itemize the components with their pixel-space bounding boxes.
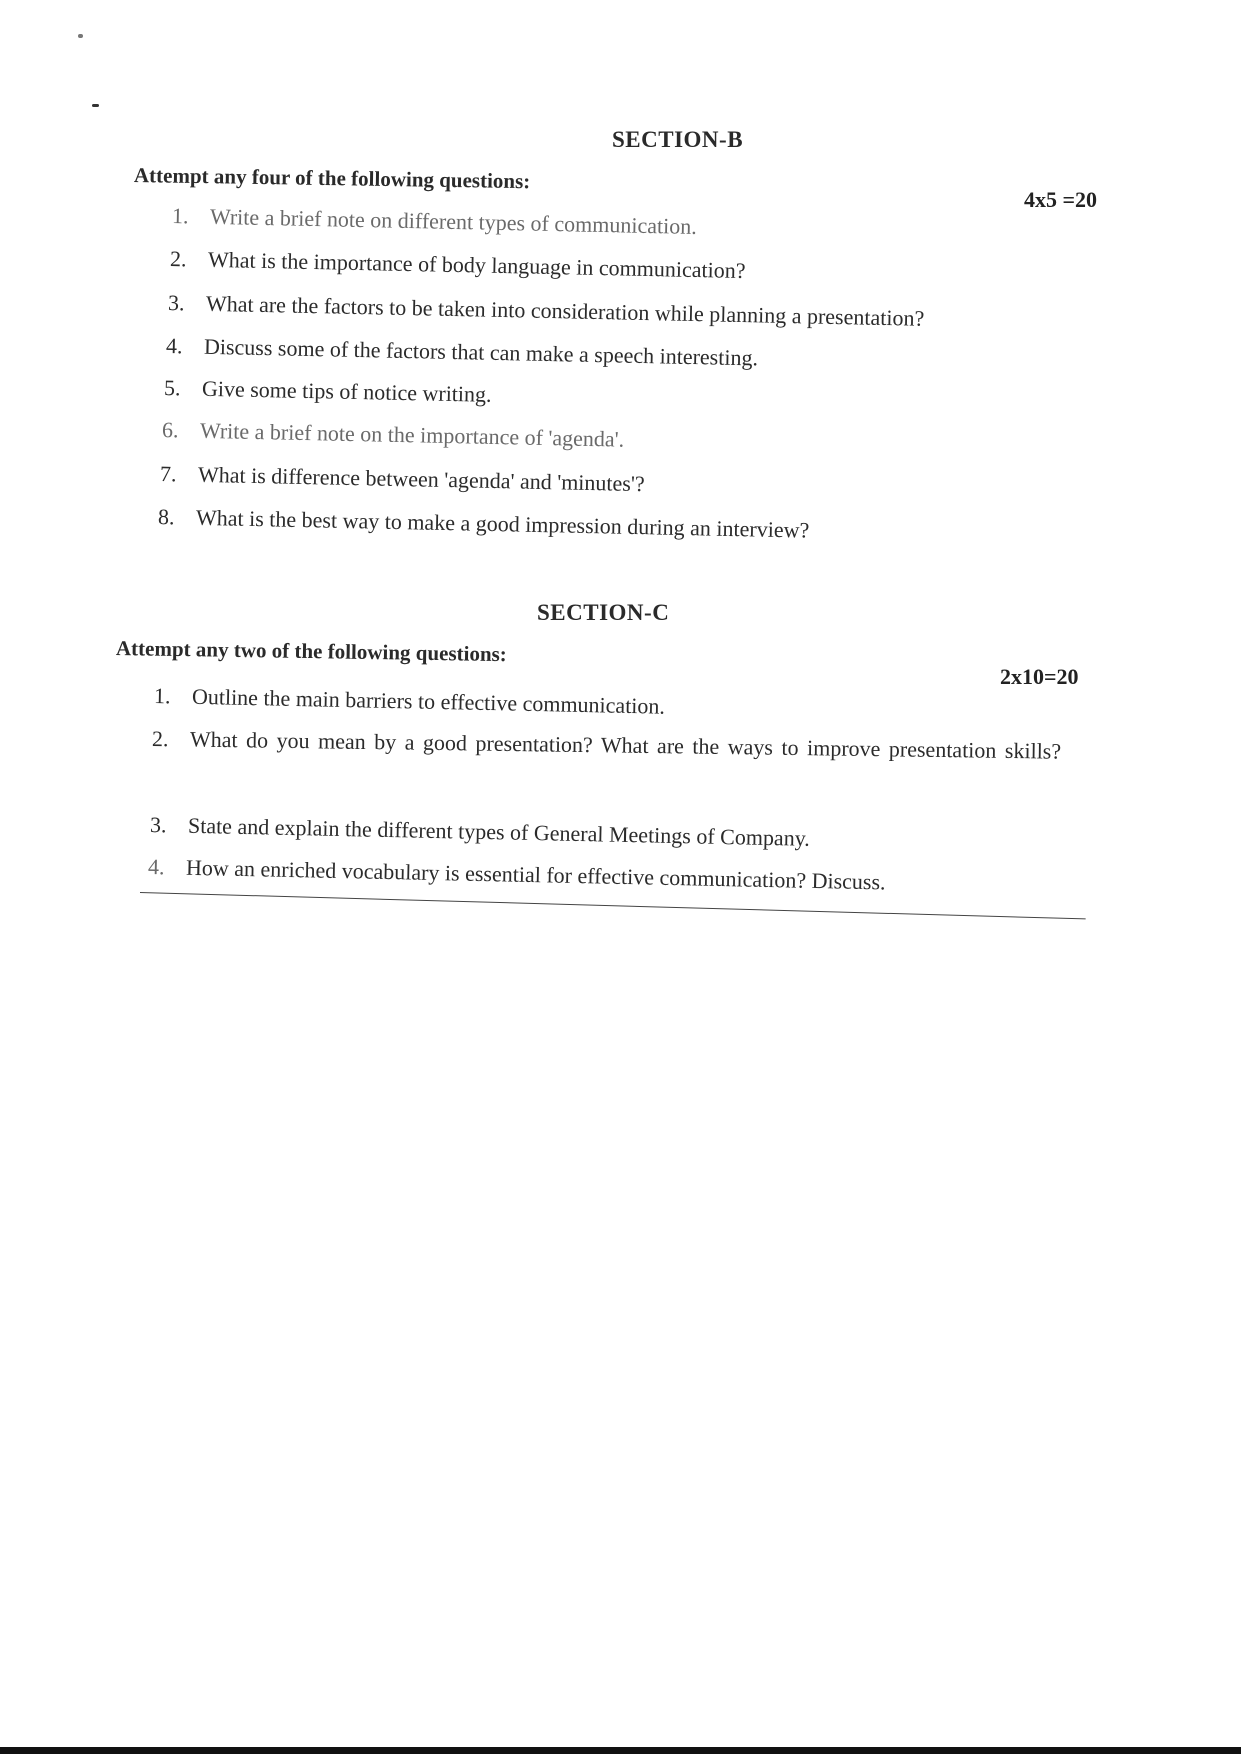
question-number: 5. <box>163 375 181 401</box>
section-b-heading: SECTION-B <box>612 127 744 152</box>
scan-edge <box>0 1747 1241 1754</box>
section-b-instruction: Attempt any four of the following questions: <box>133 163 531 194</box>
question-text: What are the factors to be taken into consideration while planning a presentation? <box>205 290 925 331</box>
question-text: Give some tips of notice writing. <box>201 375 492 407</box>
question-number: 8. <box>157 504 175 530</box>
list-item <box>154 677 666 726</box>
scan-speck <box>78 34 83 38</box>
list-item <box>158 498 810 550</box>
list-item <box>164 369 492 414</box>
list-item <box>170 240 746 290</box>
question-text: What is the importance of body language in communication? <box>207 246 746 284</box>
question-text: State and explain the different types of General Meetings of Company. <box>187 812 811 851</box>
question-text: Discuss some of the factors that can make a speech interesting. <box>203 333 759 371</box>
question-text: What is difference between 'agenda' and 'minutes'? <box>197 461 645 497</box>
question-number: 2. <box>151 726 169 752</box>
question-number: 1. <box>171 203 189 229</box>
question-text: How an enriched vocabulary is essential for effective communication? Discuss. <box>185 854 886 895</box>
question-number: 4. <box>165 333 183 359</box>
question-number: 7. <box>159 461 177 487</box>
question-text: Outline the main barriers to effective communication. <box>191 683 666 719</box>
question-number: 3. <box>149 812 167 838</box>
question-text: Write a brief note on the importance of 'agenda'. <box>199 417 625 452</box>
list-item <box>160 455 645 503</box>
question-text: Write a brief note on different types of communication. <box>209 203 697 239</box>
list-item <box>172 197 698 246</box>
section-c-marks: 2x10=20 <box>1000 664 1079 689</box>
section-b-marks: 4x5 =20 <box>1024 187 1098 212</box>
section-c-instruction: Attempt any two of the following questions: <box>115 636 507 667</box>
question-number: 1. <box>153 683 171 709</box>
scan-speck <box>92 104 99 107</box>
question-number: 2. <box>169 246 187 272</box>
list-item <box>152 720 1062 771</box>
list-item <box>166 327 759 377</box>
end-of-paper-rule <box>140 892 1086 919</box>
question-text: What is the best way to make a good impression during an interview? <box>195 504 810 543</box>
question-number: 3. <box>167 290 185 316</box>
list-item <box>162 411 625 459</box>
question-number: 4. <box>147 854 165 880</box>
section-c-heading: SECTION-C <box>537 600 670 625</box>
question-number: 6. <box>161 417 179 443</box>
question-text: What do you mean by a good presentation? What are the ways to improve presentation skills? <box>189 726 1062 764</box>
